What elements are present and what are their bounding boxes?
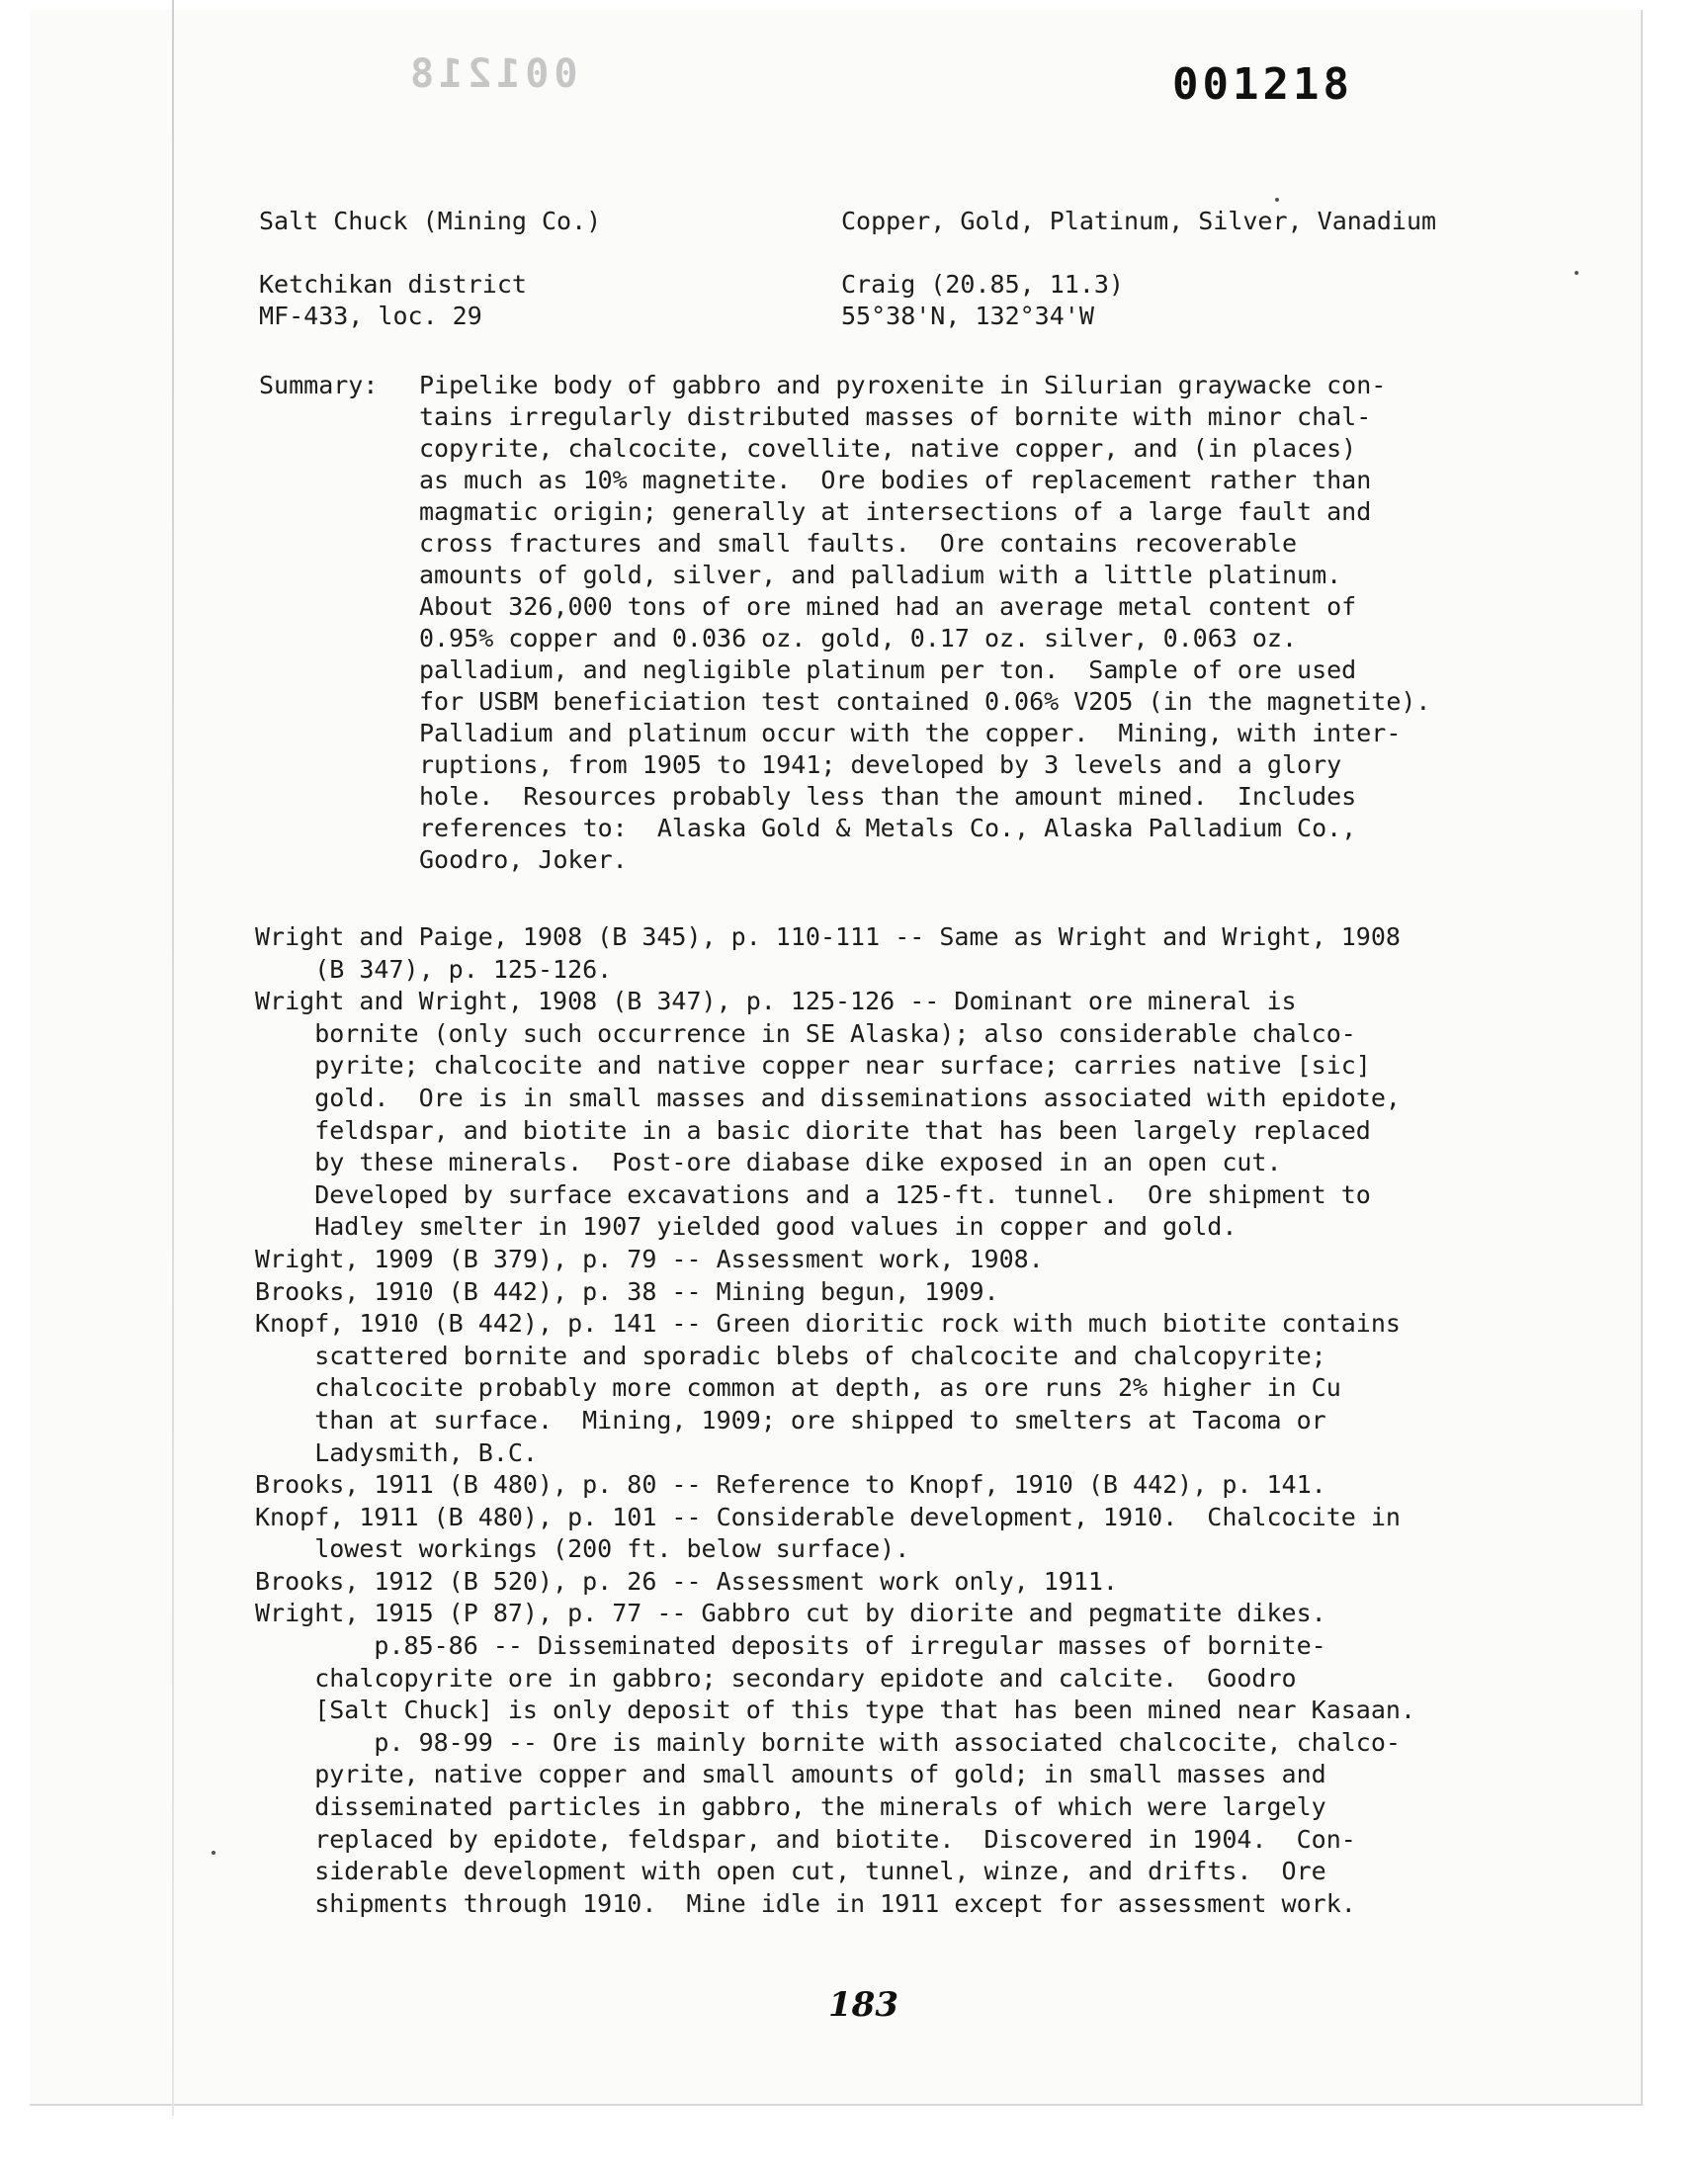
speck-mark: [212, 1851, 215, 1855]
page-fold-line: [172, 0, 174, 2116]
document-number: 001218: [1172, 59, 1353, 110]
mirrored-document-number: 001218: [405, 51, 578, 97]
mine-header-left: Salt Chuck (Mining Co.) Ketchikan district MF-433, loc. 29: [259, 207, 602, 330]
summary-label: Summary:: [259, 371, 379, 399]
references-list: Wright and Paige, 1908 (B 345), p. 110-111 -- Same as Wright and Wright, 1908 (B 347), p. 125-126. Wright and Wright, 1908 (B 347), p. 125-126 -- Dominant ore mineral is bornite (only such occurrence in SE Alaska); also considerable chalco- pyrite; chalcocite and native copper near surface; carries native [sic] gold. Ore is in small masses and disseminations associated with epidote, feldspar, and biotite in a basic diorite that has been largely replaced by these minerals. Post-ore diabase dike exposed in an open cut. Developed by surface excavations and a 125-ft. tunnel. Ore shipment to Hadley smelter in 1907 yielded good values in copper and gold. Wright, 1909 (B 379), p. 79 -- Assessment work, 1908. Brooks, 1910 (B 442), p. 38 -- Mining begun, 1909. Knopf, 1910 (B 442), p. 141 -- Green dioritic rock with much biotite contains scattered bornite and sporadic blebs of chalcocite and chalcopyrite; chalcocite probably more common at depth, as ore runs 2% higher in Cu than at surface. Mining, 1909; ore shipped to smelters at Tacoma or Ladysmith, B.C. Brooks, 1911 (B 480), p. 80 -- Reference to Knopf, 1910 (B 442), p. 141. Knopf, 1911 (B 480), p. 101 -- Considerable development, 1910. Chalcocite in lowest workings (200 ft. below surface). Brooks, 1912 (B 520), p. 26 -- Assessment work only, 1911. Wright, 1915 (P 87), p. 77 -- Gabbro cut by diorite and pegmatite dikes. p.85-86 -- Disseminated deposits of irregular masses of bornite- chalcopyrite ore in gabbro; secondary epidote and calcite. Goodro [Salt Chuck] is only deposit of this type that has been mined near Kasaan. p. 98-99 -- Ore is mainly bornite with associated chalcocite, chalco- pyrite, native copper and small amounts of gold; in small masses and disseminated particles in gabbro, the minerals of which were largely replaced by epidote, feldspar, and biotite. Discovered in 1904. Con- siderable development with open cut, tunnel, winze, and drifts. Ore shipments through 1910. Mine idle in 1911 except for assessment work.: [255, 922, 1415, 1918]
speck-mark: [1575, 271, 1579, 275]
commodity-header-right: Copper, Gold, Platinum, Silver, Vanadium Craig (20.85, 11.3) 55°38'N, 132°34'W: [841, 207, 1437, 330]
summary-body: Pipelike body of gabbro and pyroxenite in Silurian graywacke con- tains irregularly distributed masses of bornite with minor chal- copyrite, chalcocite, covellite, native copper, and (in places) as much as 10% magnetite. Ore bodies of replacement rather than magmatic origin; generally at intersections of a large fault and cross fractures and small faults. Ore contains recoverable amounts of gold, silver, and palladium with a little platinum. About 326,000 tons of ore mined had an average metal content of 0.95% copper and 0.036 oz. gold, 0.17 oz. silver, 0.063 oz. palladium, and negligible platinum per ton. Sample of ore used for USBM beneficiation test contained 0.06% V2O5 (in the magnetite). Palladium and platinum occur with the copper. Mining, with inter- ruptions, from 1905 to 1941; developed by 3 levels and a glory hole. Resources probably less than the amount mined. Includes references to: Alaska Gold & Metals Co., Alaska Palladium Co., Goodro, Joker.: [419, 371, 1431, 874]
page-number: 183: [828, 1985, 898, 2025]
speck-mark: [1275, 198, 1279, 202]
